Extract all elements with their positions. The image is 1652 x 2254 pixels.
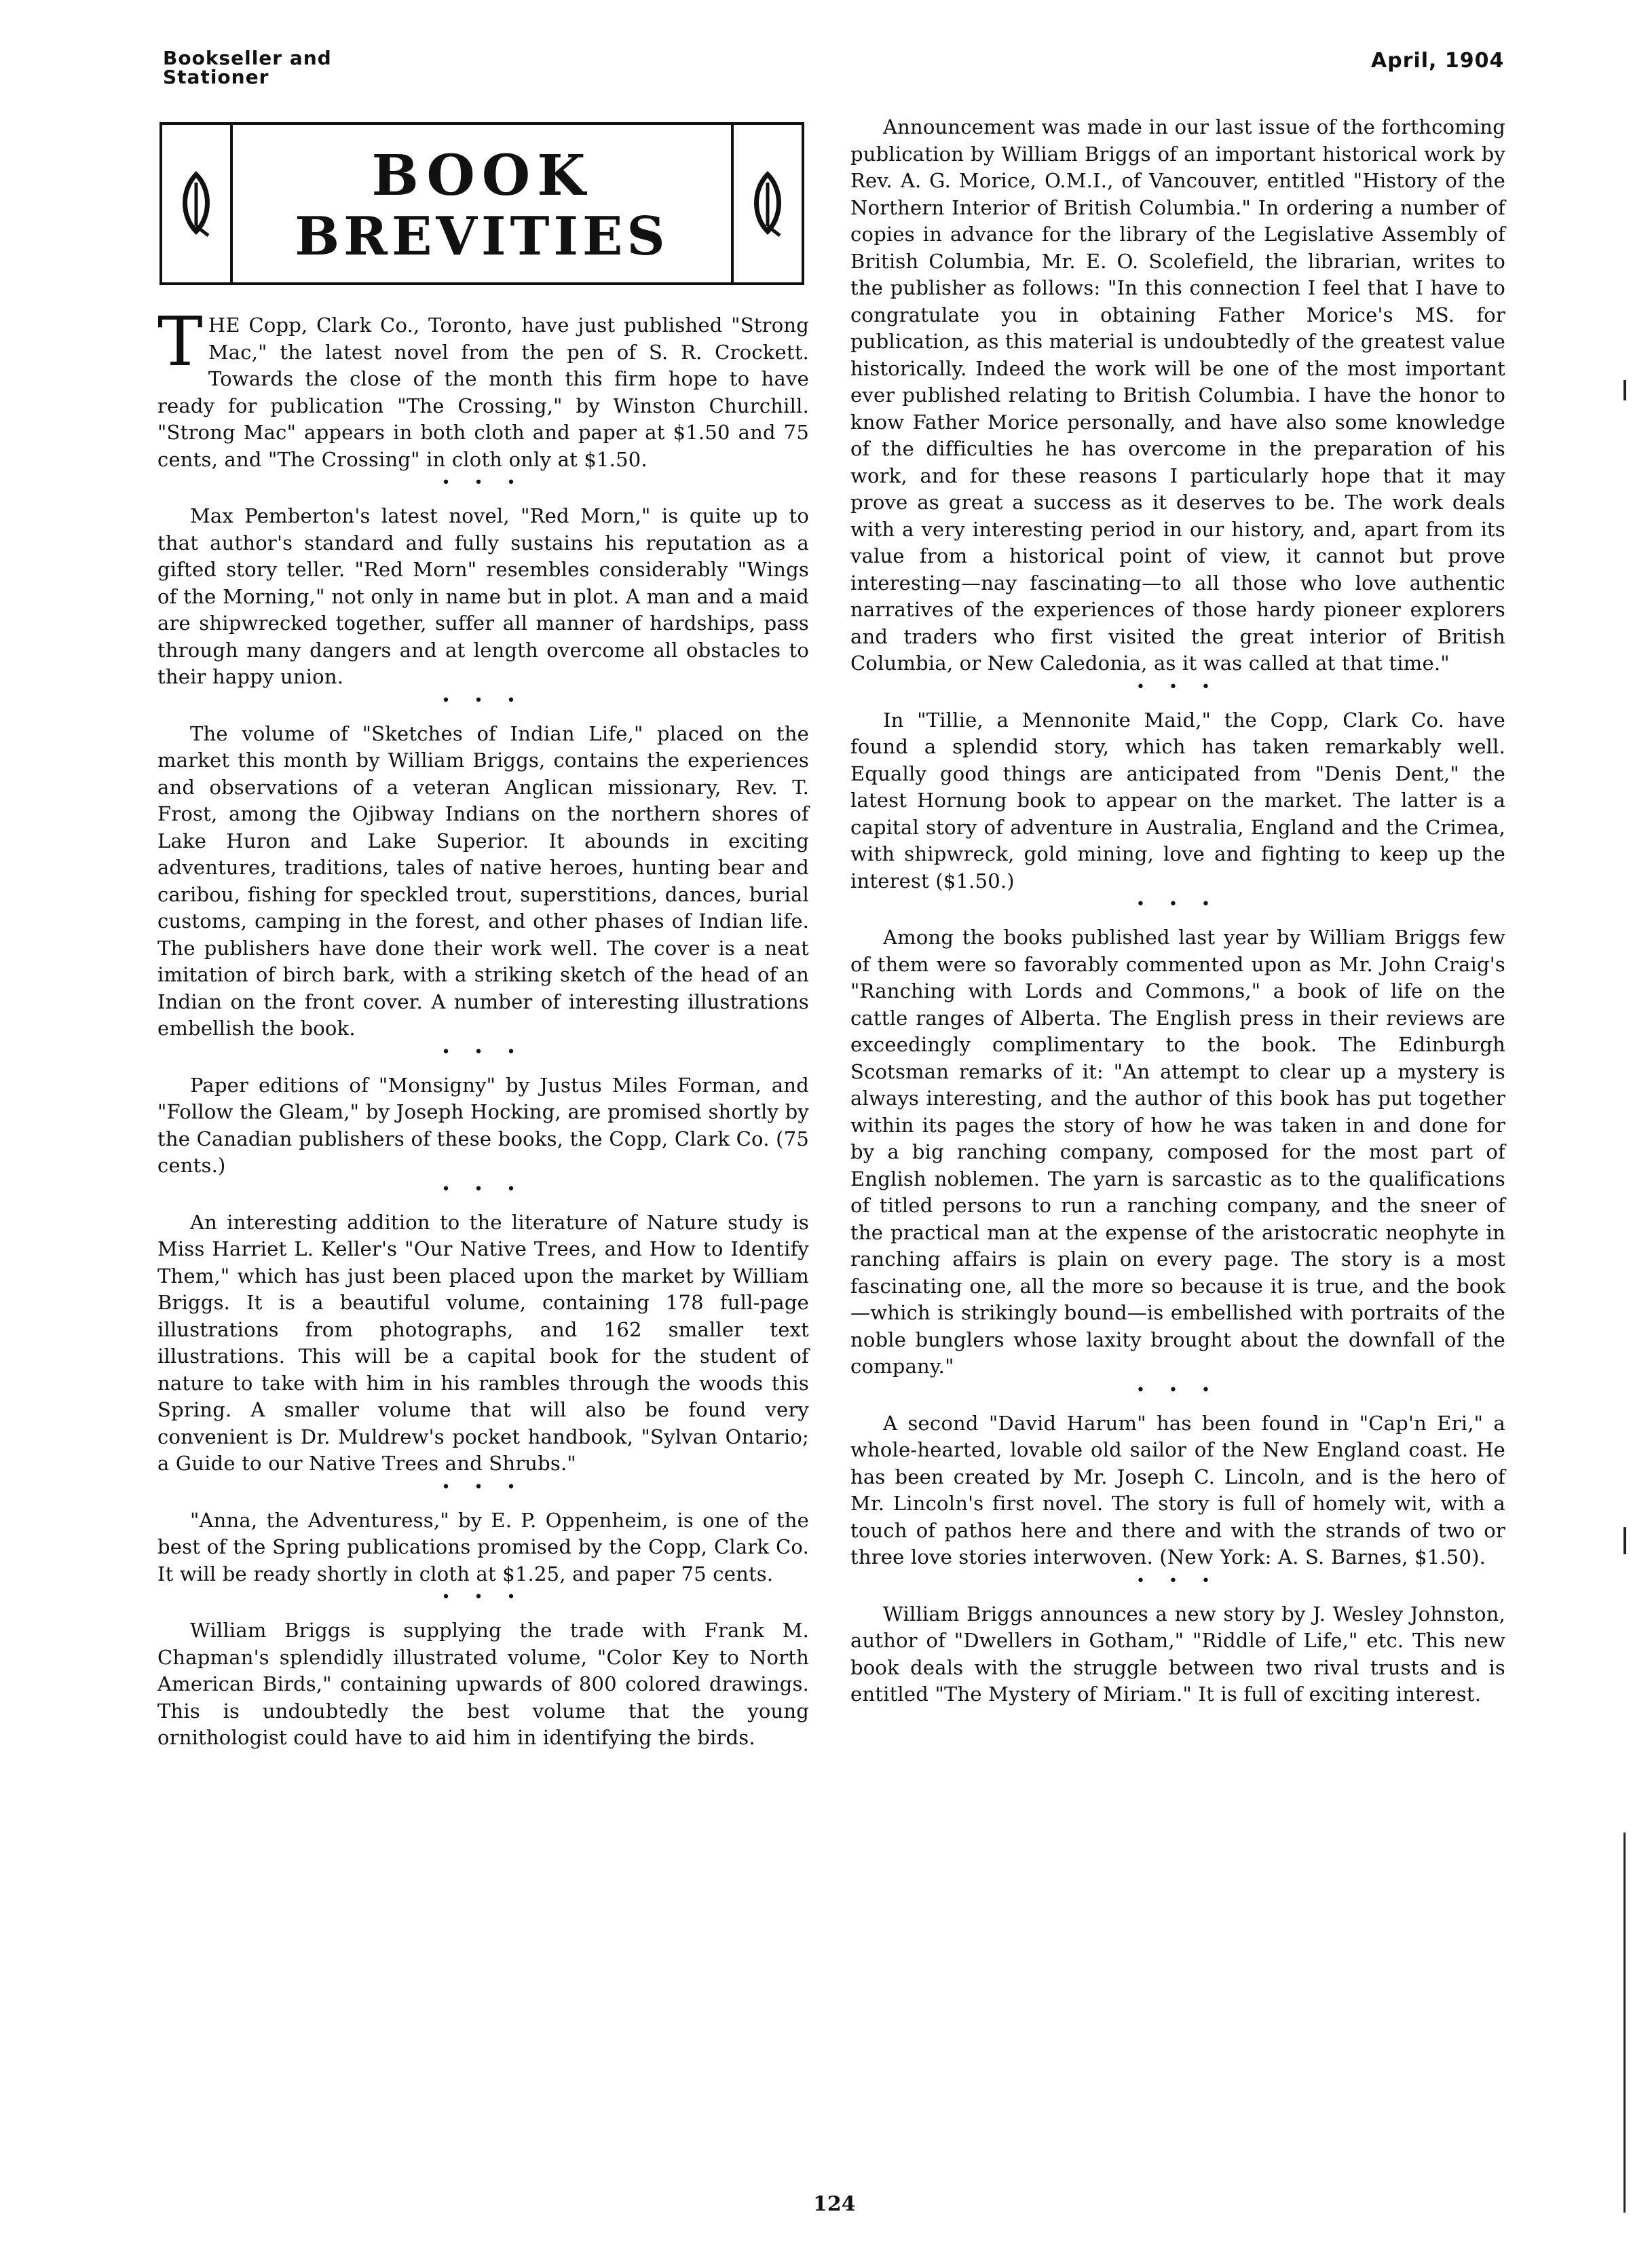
article-paragraph: A second "David Harum" has been found in "Cap'n Eri," a whole-hearted, lovable old sailor of the New England coast. He has been created by Mr. Joseph C. Lincoln, and is the hero of Mr. Lincoln's first novel. The story is full of homely wit, with a touch of pathos here and there and with the strands of two or three love stories interwoven. (New York: A. S. Barnes, $1.50). (850, 1411, 1505, 1569)
article-paragraph: Announcement was made in our last issue of the forthcoming publication by William Briggs of an important historical work by Rev. A. G. Morice, O.M.I., of Vancouver, entitled "History of the Northern Interior of British Columbia." In ordering a number of copies in advance for the library of the Legislative Assembly of British Columbia, Mr. E. O. Scolefield, the librarian, writes to the publisher as follows: "In this connection I feel that I have to congratulate you in obtaining Father Morice's MS. for publication, as this material is undoubtedly of the greatest value historically. Indeed the work will be one of the most important ever published relating to British Columbia. I have the honor to know Father Morice personally, and have also some knowledge of the difficulties he has overcome in the preparation of his work, and for these reasons I particularly hope that it may prove as great a success as it deserves to be. The work deals with a very interesting period in our history, and, apart from its value from a historical point of view, it cannot but prove interesting—nay fascinating—to all those who love authentic narratives of the experiences of those hardy pioneer explorers and traders who first visited the great interior of British Columbia, or New Caledonia, as it was called at that time." (850, 115, 1505, 675)
article-paragraph: In "Tillie, a Mennonite Maid," the Copp, Clark Co. have found a splendid story, which has taken remarkably well. Equally good things are anticipated from "Denis Dent," the latest Hornung book to appear on the market. The latter is a capital story of adventure in Australia, England and the Crimea, with shipwreck, gold mining, love and fighting to keep up the interest ($1.50.) (850, 708, 1505, 893)
section-separator: • • • (441, 1180, 525, 1198)
drop-cap: T (157, 302, 203, 381)
article-paragraph: Max Pemberton's latest novel, "Red Morn," is quite up to that author's standard and fully sustains his reputation as a gifted story teller. "Red Morn" resembles considerably "Wings of the Morning," not only in name but in plot. A man and a maid are shipwrecked together, suffer all manner of hardships, pass through many dangers and at length overcome all obstacles to their happy union. (157, 504, 809, 688)
publication-name-line2: Stationer (163, 66, 269, 88)
article-text: HE Copp, Clark Co., Toronto, have just published "Strong Mac," the latest novel from the pen of S. R. Crockett. Towards the close of the month this firm hope to have ready for publication "The Crossing," by Winston Churchill. "Strong Mac" appears in both cloth and paper at $1.50 and 75 cents, and "The Crossing" in cloth only at $1.50. (157, 314, 809, 471)
leaf-ornament-icon (176, 169, 217, 237)
publication-name-line1: Bookseller and (163, 47, 332, 69)
section-separator: • • • (1136, 896, 1220, 913)
page-number: 124 (813, 2192, 856, 2216)
article-paragraph: An interesting addition to the literature of Nature study is Miss Harriet L. Keller's "Our Native Trees, and How to Identify Them," which has just been placed upon the market by William Briggs. It is a beautiful volume, containing 178 full-page illustrations from photographs, and 162 smaller text illustrations. This will be a capital book for the student of nature to take with him in his rambles through the woods this Spring. A smaller volume that will also be found very convenient is Dr. Muldrew's pocket handbook, "Sylvan Ontario; a Guide to our Native Trees and Shrubs." (157, 1210, 809, 1475)
scan-edge-mark (1623, 1527, 1626, 1554)
section-title-line1: BOOK (371, 143, 593, 208)
section-title-box (159, 122, 804, 285)
article-paragraph: Among the books published last year by William Briggs few of them were so favorably commented upon as Mr. John Craig's "Ranching with Lords and Commons," a book of life on the cattle ranges of Alberta. The English press in their reviews are exceedingly complimentary to the book. The Edinburgh Scotsman remarks of it: "An attempt to clear up a mystery is always interesting, and the author of this book has put together within its pages the story of how he was taken in and done for by a big ranching company, composed for the most part of English noblemen. The yarn is sarcastic as to the qualifications of titled persons to run a ranching company, and the sneer of the practical man at the expense of the aristocratic neophyte in ranching affairs is plain on every page. The story is a most fascinating one, all the more so because it is true, and the book—which is strikingly bound—is embellished with portraits of the noble bunglers whose laxity brought about the downfall of the company." (850, 926, 1505, 1378)
article-paragraph: Paper editions of "Monsigny" by Justus Miles Forman, and "Follow the Gleam," by Joseph Hocking, are promised shortly by the Canadian publishers of these books, the Copp, Clark Co. (75 cents.) (157, 1073, 809, 1177)
article-paragraph: William Briggs is supplying the trade with Frank M. Chapman's splendidly illustrated volume, "Color Key to North American Birds," containing upwards of 800 colored drawings. This is undoubtedly the best volume that the young ornithologist could have to aid him in identifying the birds. (157, 1619, 809, 1749)
leaf-ornament-icon (747, 169, 788, 237)
section-separator: • • • (441, 1478, 525, 1496)
publication-name (163, 49, 332, 87)
article-paragraph: William Briggs announces a new story by J. Wesley Johnston, author of "Dwellers in Gotham," "Riddle of Life," etc. This new book deals with the struggle between two rival trusts and is entitled "The Mystery of Miriam." It is full of exciting interest. (850, 1602, 1505, 1706)
section-separator: • • • (1136, 678, 1220, 696)
article-paragraph: The volume of "Sketches of Indian Life," placed on the market this month by William Briggs, contains the experiences and observations of a veteran Anglican missionary, Rev. T. Frost, among the Ojibway Indians on the northern shores of Lake Huron and Lake Superior. It abounds in exciting adventures, traditions, tales of native heroes, hunting bear and caribou, fishing for speckled trout, superstitions, dances, burial customs, camping in the forest, and other phases of Indian life. The publishers have done their work well. The cover is a neat imitation of birch bark, with a striking sketch of the head of an Indian on the front cover. A number of interesting illustrations embellish the book. (157, 721, 809, 1040)
section-separator: • • • (441, 474, 525, 491)
section-separator: • • • (441, 1589, 525, 1606)
section-separator: • • • (441, 1043, 525, 1061)
right-column (850, 114, 1505, 1708)
section-title (230, 125, 734, 282)
section-title-line2: BREVITIES (295, 206, 669, 267)
section-separator: • • • (1136, 1572, 1220, 1590)
section-separator: • • • (441, 692, 525, 709)
article-paragraph: "Anna, the Adventuress," by E. P. Oppenheim, is one of the best of the Spring publications promised by the Copp, Clark Co. It will be ready shortly in cloth at $1.25, and paper 75 cents. (157, 1508, 809, 1585)
issue-date: April, 1904 (1371, 49, 1505, 73)
scan-edge-mark (1623, 380, 1626, 400)
scan-edge-mark (1623, 1833, 1626, 2213)
section-separator: • • • (1136, 1381, 1220, 1399)
left-column (157, 302, 809, 1752)
article-paragraph (157, 302, 809, 473)
